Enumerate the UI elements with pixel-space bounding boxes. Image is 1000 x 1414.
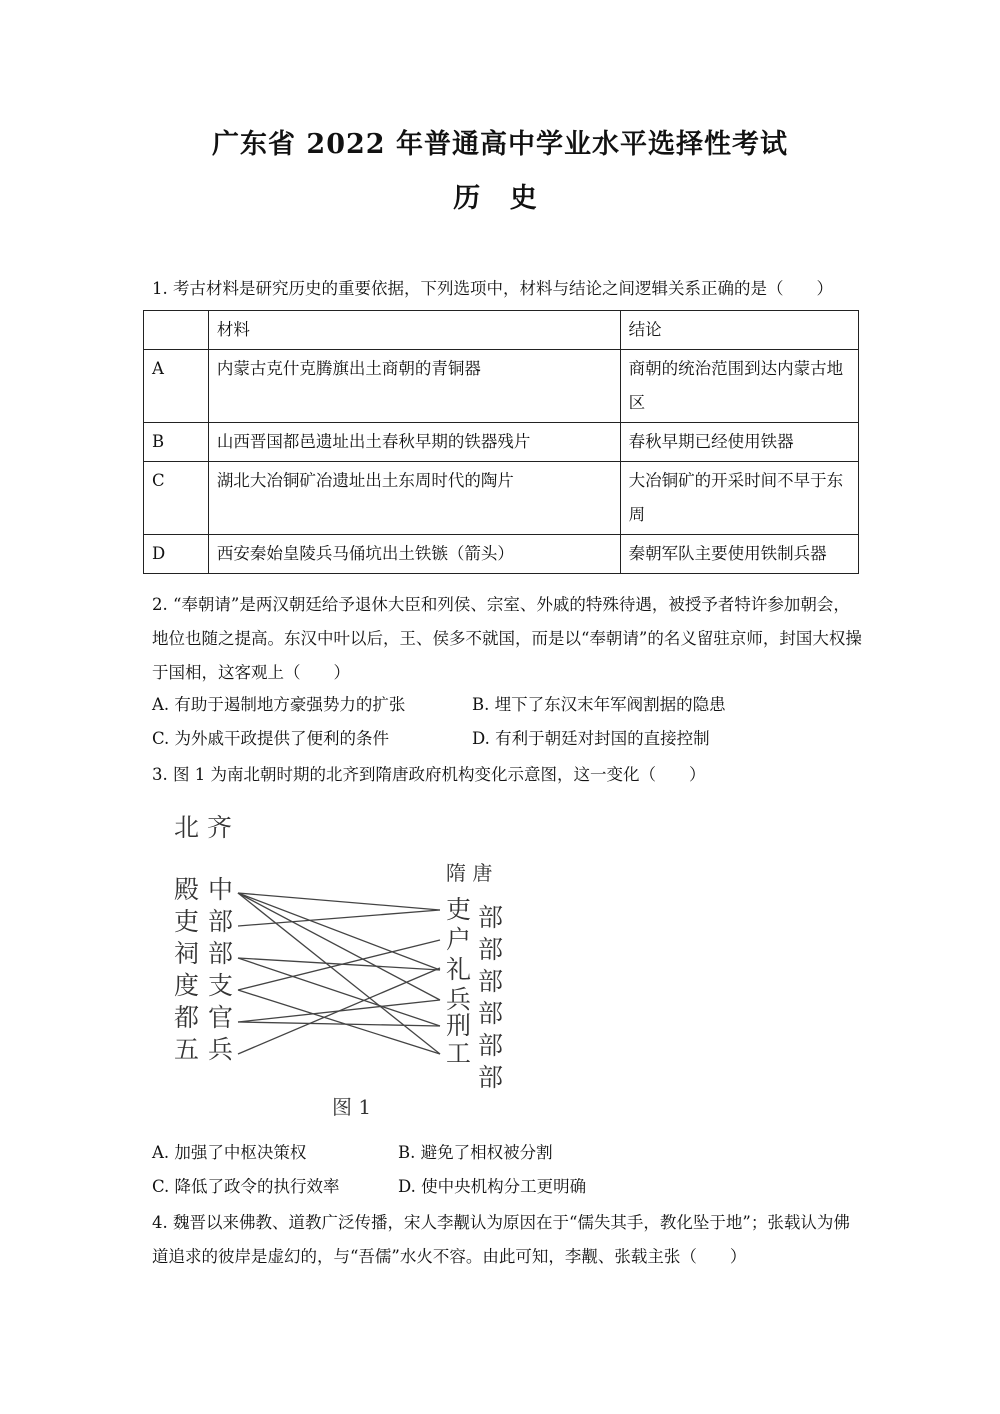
- q1-stem: 1. 考古材料是研究历史的重要依据，下列选项中，材料与结论之间逻辑关系正确的是（ ）: [152, 279, 833, 298]
- left-inner-char: 中: [208, 875, 234, 904]
- exam-title: 广东省 2022 年普通高中学业水平选择性考试: [212, 129, 788, 160]
- table-header-cell: 结论: [620, 311, 858, 350]
- row-material: 内蒙古克什克腾旗出土商朝的青铜器: [208, 350, 620, 423]
- figure-left-header: 北 齐: [174, 813, 232, 842]
- right-inner-char: 户: [446, 925, 472, 954]
- left-outer-char: 度: [174, 971, 200, 1000]
- left-outer-char: 祠: [174, 939, 200, 968]
- table-row: [144, 535, 859, 574]
- q2-option-b[interactable]: B. 埋下了东汉末年军阀割据的隐患: [472, 695, 726, 714]
- row-conclusion: 商朝的统治范围到达内蒙古地区: [620, 350, 858, 423]
- left-outer-char: 吏: [174, 907, 200, 936]
- left-inner-char: 支: [208, 971, 234, 1000]
- q3-option-c[interactable]: C. 降低了政令的执行效率: [152, 1177, 340, 1196]
- figure-caption: 图 1: [332, 1095, 372, 1119]
- row-conclusion: 大冶铜矿的开采时间不早于东周: [620, 462, 858, 535]
- left-inner-char: 部: [208, 907, 234, 936]
- row-label: B: [144, 423, 209, 462]
- right-inner-char: 礼: [446, 955, 472, 984]
- right-inner-char: 刑: [446, 1011, 472, 1040]
- table-row: [144, 350, 859, 423]
- table-header-row: [144, 311, 859, 350]
- figure-text: [174, 813, 503, 1119]
- q2-stem: 2. “奉朝请”是两汉朝廷给予退休大臣和列侯、宗室、外戚的特殊待遇，被授予者特许参加朝会，地位也随之提高。东汉中叶以后，王、侯多不就国，而是以“奉朝请”的名义留驻京师，封国大权操于国相，这客观上（ ）: [152, 595, 862, 682]
- subject-title: 历 史: [453, 183, 547, 214]
- row-label: A: [144, 350, 209, 423]
- right-inner-char: 吏: [446, 895, 472, 924]
- right-outer-char: 部: [478, 999, 504, 1028]
- left-inner-char: 兵: [208, 1035, 234, 1064]
- row-material: 湖北大冶铜矿冶遗址出土东周时代的陶片: [208, 462, 620, 535]
- q2-option-a[interactable]: A. 有助于遏制地方豪强势力的扩张: [152, 695, 406, 714]
- row-material: 山西晋国都邑遗址出土春秋早期的铁器残片: [208, 423, 620, 462]
- right-outer-char: 部: [478, 903, 504, 932]
- row-conclusion: 秦朝军队主要使用铁制兵器: [620, 535, 858, 574]
- q4-stem: 4. 魏晋以来佛教、道教广泛传播，宋人李觏认为原因在于“儒失其手，教化坠于地”；张载认为佛道追求的彼岸是虚幻的，与“吾儒”水火不容。由此可知，李觏、张载主张（ ）: [152, 1213, 850, 1266]
- right-outer-char: 部: [478, 1063, 504, 1092]
- table-header-cell: [144, 311, 209, 350]
- q3-option-a[interactable]: A. 加强了中枢决策权: [152, 1143, 307, 1162]
- table-header-cell: 材料: [208, 311, 620, 350]
- q3-option-d[interactable]: D. 使中央机构分工更明确: [398, 1177, 587, 1196]
- q1-table: [143, 310, 859, 574]
- row-label: D: [144, 535, 209, 574]
- left-inner-char: 官: [208, 1003, 234, 1032]
- q2-option-c[interactable]: C. 为外戚干政提供了便利的条件: [152, 729, 390, 748]
- table-row: [144, 423, 859, 462]
- row-label: C: [144, 462, 209, 535]
- left-outer-char: 都: [174, 1003, 200, 1032]
- q2-option-d[interactable]: D. 有利于朝廷对封国的直接控制: [472, 729, 710, 748]
- left-outer-char: 五: [174, 1035, 200, 1064]
- q3-figure: [160, 808, 540, 1124]
- q3-option-b[interactable]: B. 避免了相权被分割: [398, 1143, 553, 1162]
- left-outer-char: 殿: [174, 875, 200, 904]
- right-inner-char: 兵: [446, 985, 472, 1014]
- row-material: 西安秦始皇陵兵马俑坑出土铁镞（箭头）: [208, 535, 620, 574]
- table-row: [144, 462, 859, 535]
- right-inner-char: 工: [446, 1039, 472, 1068]
- right-outer-char: 部: [478, 967, 504, 996]
- right-outer-char: 部: [478, 935, 504, 964]
- left-inner-char: 部: [208, 939, 234, 968]
- mapping-lines: [238, 893, 440, 1054]
- q3-stem: 3. 图 1 为南北朝时期的北齐到隋唐政府机构变化示意图，这一变化（ ）: [152, 765, 706, 784]
- right-outer-char: 部: [478, 1031, 504, 1060]
- figure-right-header: 隋 唐: [446, 861, 493, 885]
- row-conclusion: 春秋早期已经使用铁器: [620, 423, 858, 462]
